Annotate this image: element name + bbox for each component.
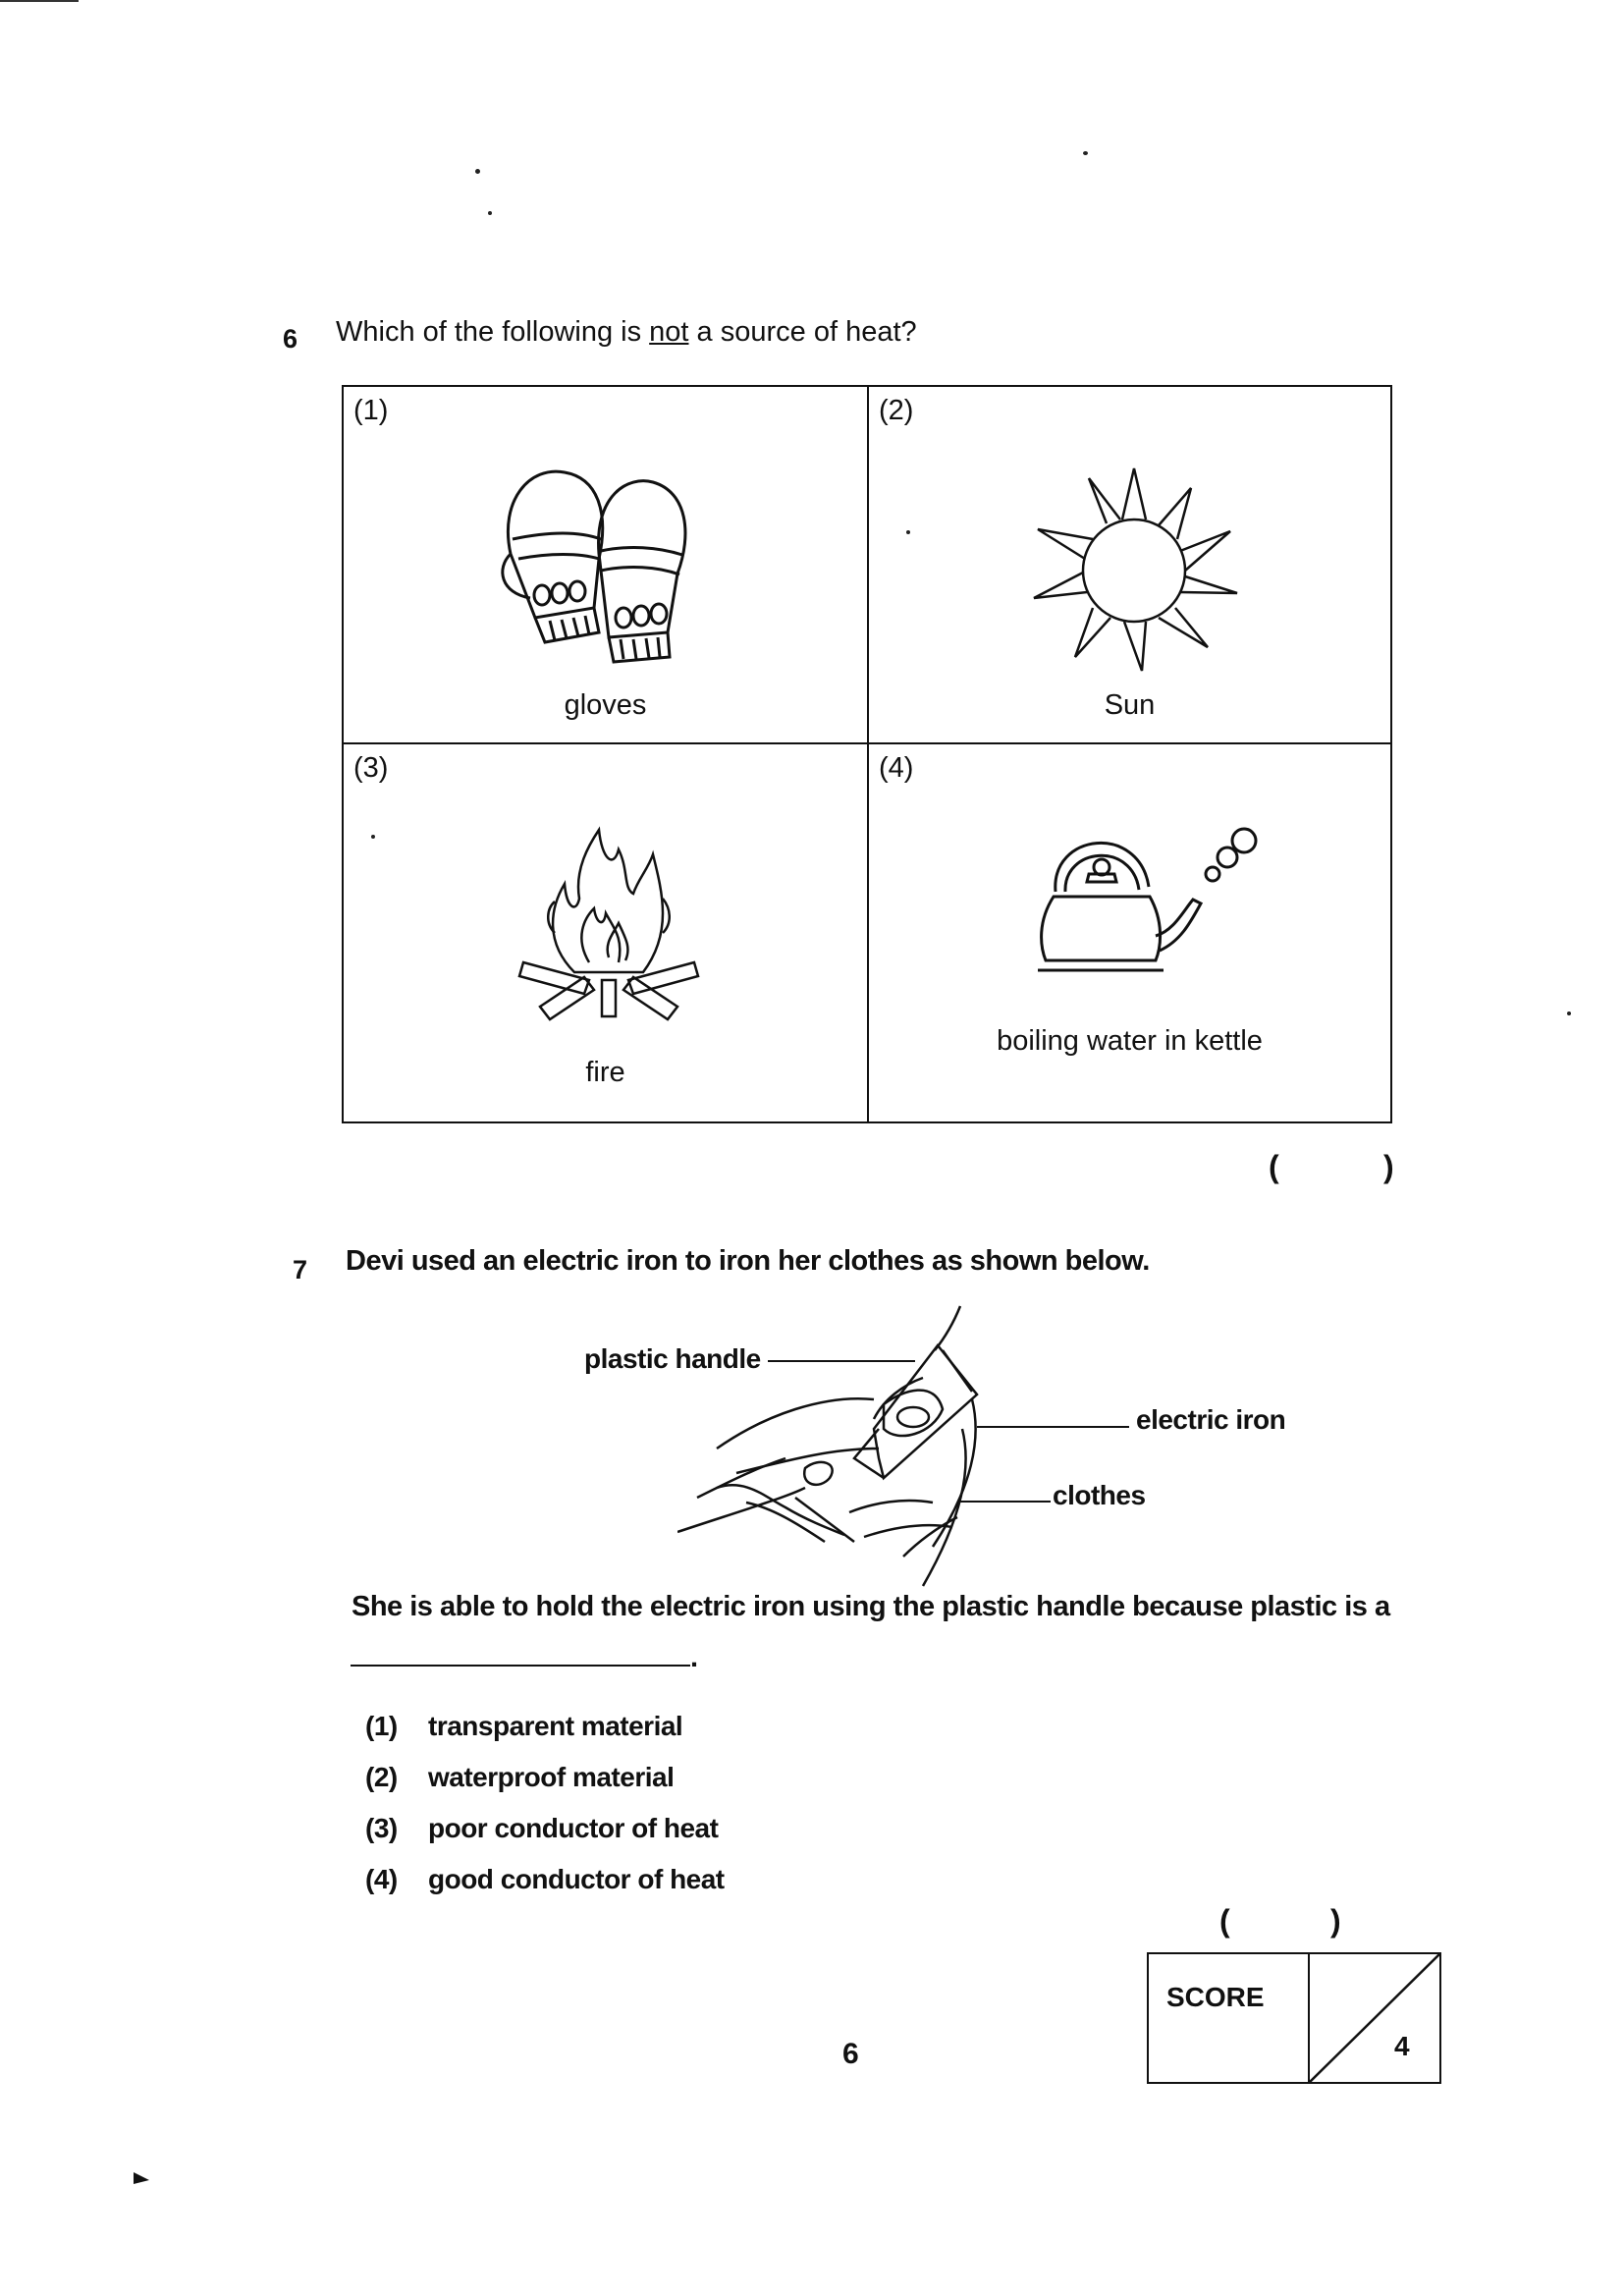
- scan-speck: [1083, 151, 1088, 155]
- option-4-caption: boiling water in kettle: [997, 1025, 1263, 1057]
- option-text: transparent material: [428, 1711, 683, 1741]
- scan-speck: [906, 530, 910, 534]
- kettle-icon: [1026, 813, 1262, 980]
- scan-artifact-line: [0, 0, 79, 2]
- scan-speck: [475, 169, 480, 174]
- question-7-intro: Devi used an electric iron to iron her clothes as shown below.: [346, 1245, 1150, 1277]
- question-6-options-grid: [342, 385, 1392, 1123]
- score-total: 4: [1394, 2031, 1410, 2061]
- question-6-text-before: Which of the following is: [336, 316, 650, 348]
- page-number: 6: [842, 2038, 859, 2070]
- scan-speck: [371, 835, 375, 839]
- clothes-leader-line: [957, 1501, 1051, 1503]
- answer-blank-end: .: [690, 1642, 698, 1673]
- question-7-answer-open: (: [1219, 1903, 1230, 1939]
- option-1-caption: gloves: [564, 689, 647, 721]
- question-6-text-after: a source of heat?: [688, 316, 917, 348]
- question-7-option-3[interactable]: [365, 1813, 718, 1844]
- option-3-label: (3): [353, 752, 389, 784]
- question-7-answer-close: ): [1330, 1903, 1341, 1939]
- label-plastic-handle: plastic handle: [584, 1343, 761, 1374]
- label-clothes: clothes: [1053, 1480, 1146, 1510]
- scan-speck: [1567, 1011, 1571, 1015]
- sun-icon: [1016, 461, 1252, 677]
- option-cell-3[interactable]: [344, 744, 867, 1121]
- question-7-stem: She is able to hold the electric iron using the plastic handle because plastic is a: [352, 1591, 1390, 1622]
- question-6-text: [336, 316, 917, 349]
- option-cell-4[interactable]: [869, 744, 1390, 1121]
- option-2-label: (2): [879, 395, 914, 426]
- option-cell-1[interactable]: [344, 387, 867, 742]
- gloves-icon: [491, 461, 717, 667]
- question-7-option-4[interactable]: [365, 1864, 725, 1895]
- question-7-number: 7: [293, 1255, 308, 1285]
- question-6-emphasis: not: [649, 316, 689, 348]
- option-1-label: (1): [353, 395, 389, 426]
- option-text: poor conductor of heat: [428, 1813, 719, 1843]
- scan-arrow-mark: [134, 2170, 153, 2186]
- question-7-option-1[interactable]: [365, 1711, 682, 1742]
- scan-speck: [488, 211, 492, 215]
- option-number: (3): [365, 1813, 398, 1843]
- question-6-answer-open: (: [1269, 1149, 1279, 1184]
- answer-blank-line: [351, 1665, 690, 1667]
- question-6-answer-close: ): [1383, 1149, 1394, 1184]
- iron-leader-line: [977, 1426, 1129, 1428]
- option-cell-2[interactable]: [869, 387, 1390, 742]
- question-6-number: 6: [283, 324, 298, 354]
- option-text: waterproof material: [428, 1762, 675, 1792]
- option-4-label: (4): [879, 752, 914, 784]
- fire-icon: [515, 815, 702, 1021]
- option-3-caption: fire: [585, 1057, 625, 1088]
- option-text: good conductor of heat: [428, 1864, 725, 1894]
- option-number: (4): [365, 1864, 398, 1894]
- question-7-option-2[interactable]: [365, 1762, 674, 1793]
- option-number: (1): [365, 1711, 398, 1741]
- label-electric-iron: electric iron: [1136, 1404, 1286, 1435]
- handle-leader-line: [768, 1360, 915, 1362]
- score-box: [1147, 1952, 1441, 2084]
- option-number: (2): [365, 1762, 398, 1792]
- score-diagonal: [1310, 1954, 1439, 2082]
- option-2-caption: Sun: [1104, 689, 1156, 721]
- score-label: SCORE: [1166, 1982, 1265, 2012]
